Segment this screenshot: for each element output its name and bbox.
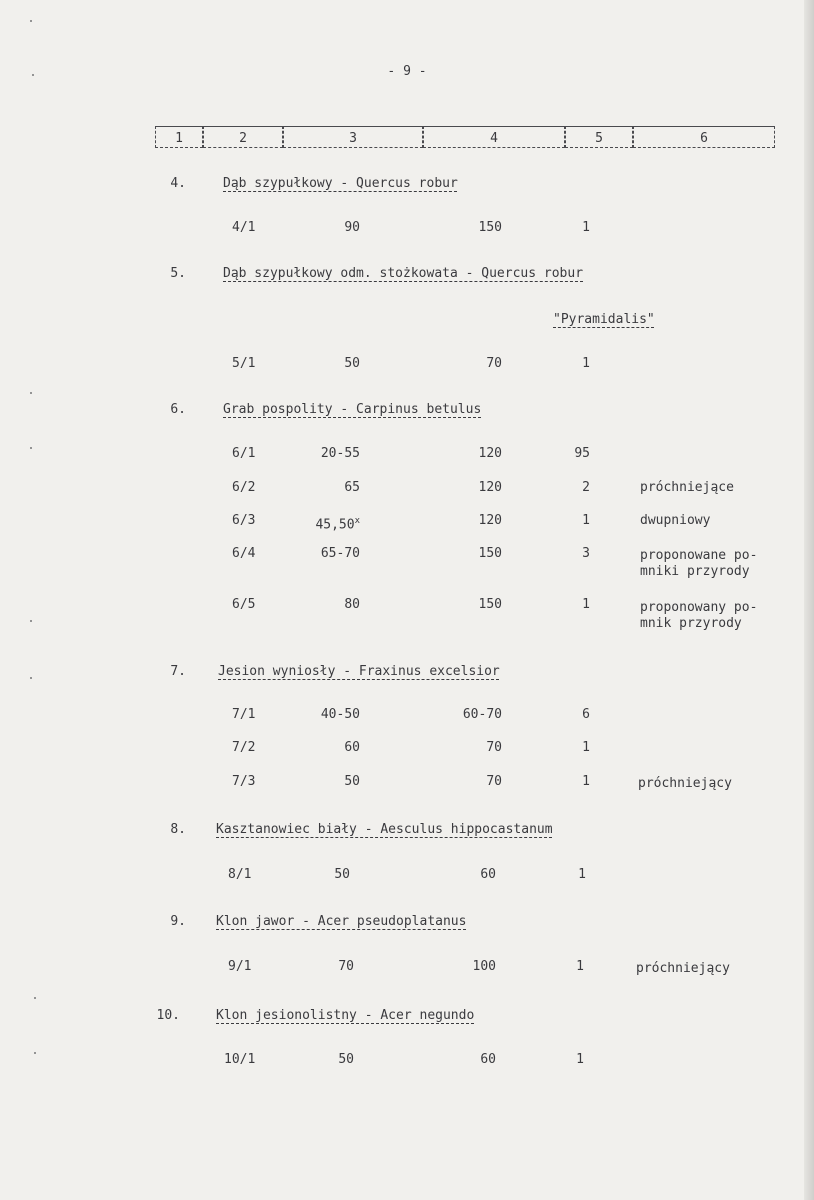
scan-speck (30, 447, 32, 449)
row-c3: 45,50$^x$ (315, 516, 360, 533)
row-c5: 1 (582, 356, 590, 371)
section-number: 8. (170, 822, 186, 837)
scan-speck (30, 620, 32, 622)
header-col-6: 6 (633, 126, 775, 148)
row-c5: 3 (582, 546, 590, 561)
section-number: 10. (156, 1008, 180, 1023)
row-id: 10/1 (224, 1052, 256, 1067)
row-c4: 150 (478, 597, 502, 612)
section-title: Klon jawor - Acer pseudoplatanus (216, 914, 467, 929)
row-c4: 70 (486, 774, 502, 789)
row-id: 4/1 (232, 220, 256, 235)
row-c5: 95 (574, 446, 590, 461)
row-c5: 2 (582, 480, 590, 495)
scan-speck (30, 677, 32, 679)
row-c5: 1 (582, 513, 590, 528)
row-c4: 120 (478, 513, 502, 528)
header-col-2: 2 (203, 126, 283, 148)
header-col-1: 1 (155, 126, 203, 148)
section-number: 6. (170, 402, 186, 417)
row-c5: 1 (582, 597, 590, 612)
row-c3: 60 (344, 740, 360, 755)
row-c3: 50 (334, 867, 350, 882)
section-title: Dąb szypułkowy odm. stożkowata - Quercus robur (223, 266, 584, 281)
row-note: próchniejący (638, 776, 732, 791)
row-c4: 120 (478, 446, 502, 461)
row-id: 7/3 (232, 774, 256, 789)
row-c3: 80 (344, 597, 360, 612)
row-id: 6/4 (232, 546, 256, 561)
section-number: 4. (170, 176, 186, 191)
row-c5: 6 (582, 707, 590, 722)
row-id: 6/5 (232, 597, 256, 612)
row-c4: 150 (478, 546, 502, 561)
row-c3: 65 (344, 480, 360, 495)
page-number: - 9 - (387, 64, 427, 79)
row-note: proponowane po- mniki przyrody (640, 548, 758, 579)
row-c4: 60 (480, 1052, 496, 1067)
row-note: próchniejący (636, 961, 730, 976)
scan-speck (34, 997, 36, 999)
section-number: 9. (170, 914, 186, 929)
row-c3: 65-70 (320, 546, 360, 561)
section-title: Grab pospolity - Carpinus betulus (223, 402, 482, 417)
header-col-5: 5 (565, 126, 633, 148)
row-c5: 1 (582, 740, 590, 755)
row-id: 5/1 (232, 356, 256, 371)
row-c5: 1 (576, 1052, 584, 1067)
row-c3: 20-55 (320, 446, 360, 461)
scan-speck (32, 74, 34, 76)
row-c4: 150 (478, 220, 502, 235)
scan-speck (30, 20, 32, 22)
row-c4: 70 (486, 356, 502, 371)
row-note: próchniejące (640, 480, 734, 495)
row-c4: 60 (480, 867, 496, 882)
row-id: 8/1 (228, 867, 252, 882)
row-note: dwupniowy (640, 513, 711, 528)
section-title: Jesion wyniosły - Fraxinus excelsior (218, 664, 500, 679)
row-c4: 70 (486, 740, 502, 755)
row-c3: 70 (338, 959, 354, 974)
header-col-3: 3 (283, 126, 423, 148)
row-c4: 100 (472, 959, 496, 974)
row-id: 7/1 (232, 707, 256, 722)
row-id: 6/1 (232, 446, 256, 461)
footnote-mark: x (354, 516, 360, 526)
row-c3: 50 (338, 1052, 354, 1067)
row-id: 9/1 (228, 959, 252, 974)
row-note: proponowany po- mnik przyrody (640, 600, 758, 631)
row-c3: 90 (344, 220, 360, 235)
row-c5: 1 (578, 867, 586, 882)
header-col-4: 4 (423, 126, 565, 148)
row-c4: 60-70 (462, 707, 502, 722)
row-id: 6/3 (232, 513, 256, 528)
row-c5: 1 (576, 959, 584, 974)
row-c3: 40-50 (320, 707, 360, 722)
row-c4: 120 (478, 480, 502, 495)
scan-speck (30, 392, 32, 394)
row-c3: 50 (344, 774, 360, 789)
page-edge-shadow (804, 0, 814, 1200)
section-title: Klon jesionolistny - Acer negundo (216, 1008, 475, 1023)
section-title: Kasztanowiec biały - Aesculus hippocastanum (216, 822, 553, 837)
row-c5: 1 (582, 220, 590, 235)
section-title-cont: "Pyramidalis" (553, 312, 655, 327)
row-c5: 1 (582, 774, 590, 789)
section-title: Dąb szypułkowy - Quercus robur (223, 176, 458, 191)
section-number: 5. (170, 266, 186, 281)
section-number: 7. (170, 664, 186, 679)
row-id: 6/2 (232, 480, 256, 495)
row-c3: 50 (344, 356, 360, 371)
scan-speck (34, 1052, 36, 1054)
row-id: 7/2 (232, 740, 256, 755)
